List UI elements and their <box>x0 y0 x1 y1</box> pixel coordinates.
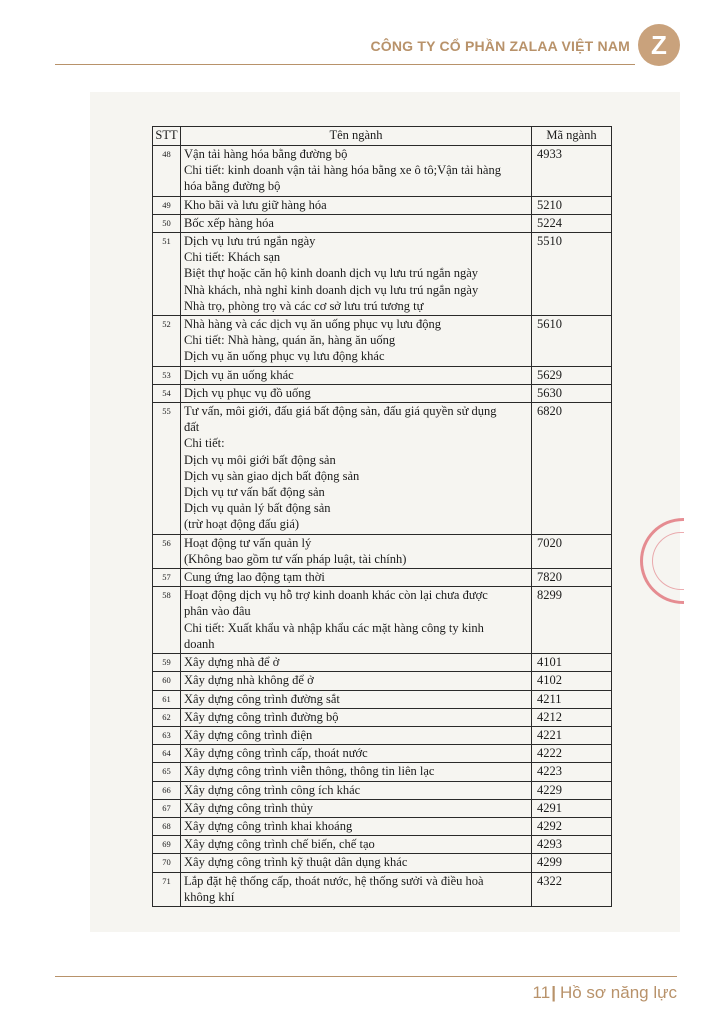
row-industry-code: 5630 <box>532 384 612 402</box>
industry-name-line: Chi tiết: Khách sạn <box>184 250 281 265</box>
business-lines-table <box>152 126 612 907</box>
industry-name-line: Xây dựng công trình đường sắt <box>184 691 340 706</box>
row-industry-code: 5610 <box>532 316 612 367</box>
table-row <box>153 233 612 316</box>
industry-name-line: (Không bao gồm tư vấn pháp luật, tài chính) <box>184 551 407 566</box>
row-industry-name <box>181 214 532 232</box>
row-stt: 63 <box>153 726 181 744</box>
industry-name-line: Nhà khách, nhà nghỉ kinh doanh dịch vụ lưu trú ngắn ngày <box>184 282 479 297</box>
row-stt: 69 <box>153 836 181 854</box>
row-industry-name <box>181 836 532 854</box>
industry-name-line: Dịch vụ môi giới bất động sản <box>184 452 336 467</box>
table-row <box>153 854 612 872</box>
row-industry-name <box>181 672 532 690</box>
industry-name-line: phân vào đâu <box>184 604 251 619</box>
row-industry-name <box>181 781 532 799</box>
row-stt: 70 <box>153 854 181 872</box>
row-stt: 65 <box>153 763 181 781</box>
row-industry-name <box>181 763 532 781</box>
footer-separator: | <box>551 983 556 1002</box>
industry-name-line: Dịch vụ ăn uống phục vụ lưu động khác <box>184 349 385 364</box>
row-stt: 64 <box>153 745 181 763</box>
row-industry-code: 4222 <box>532 745 612 763</box>
table-row <box>153 403 612 535</box>
row-stt: 66 <box>153 781 181 799</box>
table-row <box>153 316 612 367</box>
row-industry-code: 5210 <box>532 196 612 214</box>
row-stt: 55 <box>153 403 181 535</box>
industry-name-line: (trừ hoạt động đấu giá) <box>184 517 300 532</box>
table-row <box>153 763 612 781</box>
table-row <box>153 872 612 906</box>
industry-name-line: Cung ứng lao động tạm thời <box>184 570 325 585</box>
industry-name-line: Chi tiết: kinh doanh vận tải hàng hóa bằng xe ô tô;Vận tải hàng <box>184 163 501 178</box>
row-stt: 58 <box>153 587 181 654</box>
row-industry-name <box>181 196 532 214</box>
table-row <box>153 690 612 708</box>
row-industry-code: 4291 <box>532 799 612 817</box>
industry-name-line: Hoạt động tư vấn quản lý <box>184 535 312 550</box>
row-industry-code: 4212 <box>532 708 612 726</box>
column-header-code: Mã ngành <box>532 127 612 146</box>
table-row <box>153 569 612 587</box>
row-stt: 60 <box>153 672 181 690</box>
row-industry-code: 7820 <box>532 569 612 587</box>
row-industry-code: 4221 <box>532 726 612 744</box>
industry-name-line: Xây dựng công trình cấp, thoát nước <box>184 746 368 761</box>
industry-name-line: Xây dựng công trình đường bộ <box>184 709 339 724</box>
table-row <box>153 196 612 214</box>
row-industry-code: 4293 <box>532 836 612 854</box>
company-logo: Z <box>638 24 680 66</box>
table-row <box>153 654 612 672</box>
table-row <box>153 366 612 384</box>
industry-name-line: hóa bằng đường bộ <box>184 179 281 194</box>
industry-name-line: Tư vấn, môi giới, đấu giá bất động sản, đấu giá quyền sử dụng <box>184 404 497 419</box>
industry-name-line: Chi tiết: <box>184 436 225 451</box>
table-row <box>153 384 612 402</box>
industry-name-line: Dịch vụ quản lý bất động sản <box>184 501 331 516</box>
table-row <box>153 836 612 854</box>
industry-name-line: Kho bãi và lưu giữ hàng hóa <box>184 197 327 212</box>
row-industry-name <box>181 654 532 672</box>
row-stt: 48 <box>153 146 181 197</box>
column-header-name: Tên ngành <box>181 127 532 146</box>
row-stt: 52 <box>153 316 181 367</box>
industry-name-line: Xây dựng công trình công ích khác <box>184 782 361 797</box>
row-industry-name <box>181 233 532 316</box>
row-industry-name <box>181 384 532 402</box>
industry-name-line: Chi tiết: Nhà hàng, quán ăn, hàng ăn uống <box>184 333 396 348</box>
industry-name-line: Xây dựng công trình chế biến, chế tạo <box>184 837 375 852</box>
industry-name-line: Chi tiết: Xuất khẩu và nhập khẩu các mặt hàng công ty kinh <box>184 620 484 635</box>
row-stt: 53 <box>153 366 181 384</box>
industry-name-line: Xây dựng công trình khai khoáng <box>184 818 353 833</box>
industry-name-line: Hoạt động dịch vụ hỗ trợ kinh doanh khác còn lại chưa được <box>184 588 488 603</box>
row-stt: 57 <box>153 569 181 587</box>
row-stt: 61 <box>153 690 181 708</box>
industry-name-line: Xây dựng công trình kỹ thuật dân dụng khác <box>184 855 408 870</box>
row-industry-name <box>181 854 532 872</box>
table-row <box>153 781 612 799</box>
row-industry-code: 4211 <box>532 690 612 708</box>
table-row <box>153 214 612 232</box>
row-industry-code: 4292 <box>532 817 612 835</box>
row-industry-code: 7020 <box>532 534 612 568</box>
table-row <box>153 672 612 690</box>
table-header-row <box>153 127 612 146</box>
row-industry-code: 4322 <box>532 872 612 906</box>
row-industry-name <box>181 587 532 654</box>
industry-name-line: Dịch vụ tư vấn bất động sản <box>184 485 325 500</box>
row-industry-name <box>181 366 532 384</box>
page-footer <box>440 983 677 1003</box>
row-industry-code: 4299 <box>532 854 612 872</box>
industry-name-line: Xây dựng công trình thủy <box>184 800 313 815</box>
industry-name-line: Dịch vụ sàn giao dịch bất động sản <box>184 468 360 483</box>
row-stt: 68 <box>153 817 181 835</box>
industry-name-line: Biệt thự hoặc căn hộ kinh doanh dịch vụ lưu trú ngắn ngày <box>184 266 479 281</box>
row-stt: 50 <box>153 214 181 232</box>
row-industry-code: 5510 <box>532 233 612 316</box>
industry-name-line: Dịch vụ phục vụ đồ uống <box>184 385 311 400</box>
row-stt: 71 <box>153 872 181 906</box>
table-row <box>153 745 612 763</box>
page-number: 11 <box>532 983 551 1002</box>
row-industry-name <box>181 146 532 197</box>
row-industry-code: 5224 <box>532 214 612 232</box>
industry-name-line: doanh <box>184 636 215 651</box>
row-industry-name <box>181 817 532 835</box>
industry-name-line: không khí <box>184 889 235 904</box>
row-industry-code: 4933 <box>532 146 612 197</box>
row-industry-name <box>181 745 532 763</box>
table-body <box>153 146 612 907</box>
industry-name-line: Bốc xếp hàng hóa <box>184 215 274 230</box>
row-industry-code: 4102 <box>532 672 612 690</box>
industry-name-line: Xây dựng nhà không để ở <box>184 673 314 688</box>
header-divider <box>55 64 635 65</box>
industry-name-line: Xây dựng công trình điện <box>184 727 313 742</box>
industry-name-line: Dịch vụ lưu trú ngắn ngày <box>184 234 316 249</box>
industry-name-line: Xây dựng nhà để ở <box>184 655 280 670</box>
row-industry-code: 8299 <box>532 587 612 654</box>
row-stt: 59 <box>153 654 181 672</box>
industry-name-line: Dịch vụ ăn uống khác <box>184 367 294 382</box>
industry-name-line: đất <box>184 420 200 435</box>
row-industry-code: 4223 <box>532 763 612 781</box>
row-industry-name <box>181 569 532 587</box>
table-row <box>153 708 612 726</box>
table-row <box>153 799 612 817</box>
row-industry-name <box>181 534 532 568</box>
row-industry-name <box>181 872 532 906</box>
row-industry-code: 4229 <box>532 781 612 799</box>
table-row <box>153 587 612 654</box>
row-stt: 49 <box>153 196 181 214</box>
row-stt: 56 <box>153 534 181 568</box>
industry-name-line: Nhà trọ, phòng trọ và các cơ sở lưu trú tương tự <box>184 298 424 313</box>
row-stt: 62 <box>153 708 181 726</box>
row-industry-code: 4101 <box>532 654 612 672</box>
company-name: CÔNG TY CỔ PHẦN ZALAA VIỆT NAM <box>370 38 630 54</box>
industry-name-line: Lắp đặt hệ thống cấp, thoát nước, hệ thống sưởi và điều hoà <box>184 873 484 888</box>
row-industry-name <box>181 403 532 535</box>
industry-name-line: Vận tải hàng hóa bằng đường bộ <box>184 147 348 161</box>
industry-name-line: Nhà hàng và các dịch vụ ăn uống phục vụ lưu động <box>184 317 442 332</box>
table-row <box>153 726 612 744</box>
row-industry-name <box>181 799 532 817</box>
table-row <box>153 146 612 197</box>
column-header-stt: STT <box>153 127 181 146</box>
footer-divider <box>55 976 677 977</box>
row-industry-name <box>181 726 532 744</box>
table-row <box>153 817 612 835</box>
row-industry-code: 6820 <box>532 403 612 535</box>
row-stt: 54 <box>153 384 181 402</box>
table-row <box>153 534 612 568</box>
row-stt: 51 <box>153 233 181 316</box>
row-industry-code: 5629 <box>532 366 612 384</box>
footer-label: Hồ sơ năng lực <box>559 983 677 1002</box>
industry-name-line: Xây dựng công trình viễn thông, thông tin liên lạc <box>184 764 435 779</box>
row-stt: 67 <box>153 799 181 817</box>
row-industry-name <box>181 316 532 367</box>
row-industry-name <box>181 690 532 708</box>
row-industry-name <box>181 708 532 726</box>
